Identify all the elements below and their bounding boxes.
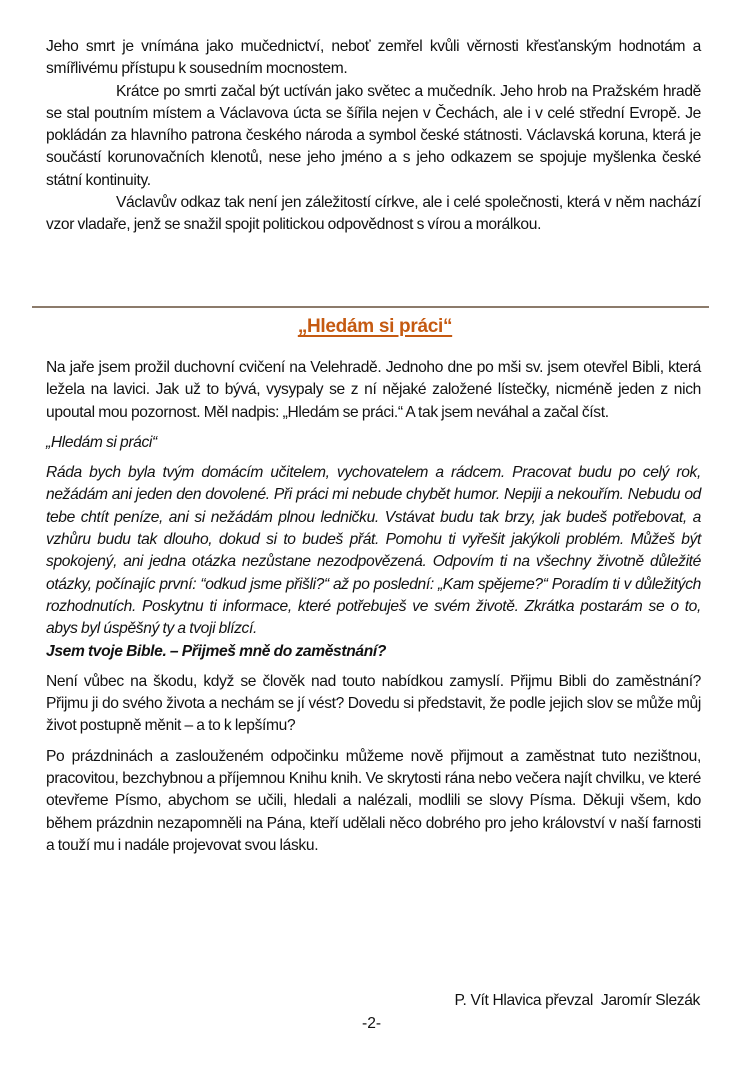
paragraph-martyrdom: Jeho smrt je vnímána jako mučednictví, neboť zemřel kvůli věrnosti křesťanským hodnotám a smířlivému přístupu k sousedním mocnostem. xyxy=(46,38,701,78)
paragraph-conclusion: Po prázdninách a zaslouženém odpočinku můžeme nově přijmout a zaměstnat tuto nezištnou, pracovitou, bezchybnou a příjemnou Knihu knih. Ve skrytosti rána nebo večera najít chvilku, ve které otevřeme Písmo, abychom se učili, hledali a nalézali, modlili se slovy Písma. Děkuji všem, kdo během prázdnin nezapomněli na Pána, kteří udělali něco dobrého pro jeho království v naší farnosti a touží mu i nadále projevovat svou lásku. xyxy=(46,747,701,854)
note-closing: Jsem tvoje Bible. – Přijmeš mně do zaměstnání? xyxy=(46,642,387,660)
page-number: -2- xyxy=(362,1015,382,1032)
note-title: „Hledám si práci“ xyxy=(46,433,157,451)
article-heading: „Hledám si práci“ xyxy=(297,316,453,337)
author-signature: P. Vít Hlavica převzal Jaromír Slezák xyxy=(454,992,700,1009)
paragraph-legacy: Václavův odkaz tak není jen záležitostí církve, ale i celé společnosti, která v něm nachází vzor vladaře, jenž se snažil spojit politickou odpovědnost s vírou a morálkou. xyxy=(46,194,701,234)
note-quote xyxy=(46,462,701,663)
article-continuation xyxy=(46,36,701,237)
note-body: Ráda bych byla tvým domácím učitelem, vychovatelem a rádcem. Pracovat budu po celý rok, nežádám ani jeden den dovolené. Při práci mi nebude chybět humor. Nepiji a nekouřím. Nebudu od tebe chtít peníze, ani si nežádám plnou ledničku. Vstávat budu tak brzy, jak budeš potřebovat, a vzhůru budu tak dlouho, dokud si to budeš přát. Pomohu ti vyřešit jakýkoli problém. Můžeš být spokojený, ani jedna otázka nezůstane nezodpovězená. Odpovím ti na všechny životně důležité otázky, počínajíc první: “odkud jsme přišli?“ až po poslední: „Kam spějeme?“ Poradím ti v důležitých rozhodnutích. Poskytnu ti informace, které potřebuješ ve svém životě. Zkrátka postarám se o to, abys byl úspěšný ty a tvoji blízcí. xyxy=(46,464,701,638)
paragraph-intro: Na jaře jsem prožil duchovní cvičení na Velehradě. Jednoho dne po mši sv. jsem otevřel Bibli, která ležela na lavici. Jak už to bývá, vysypaly se z ní nějaké založené lístečky, nicméně jeden z nich upoutal mou pozornost. Měl nadpis: „Hledám se práci.“ A tak jsem neváhal a začal číst. xyxy=(46,359,701,421)
paragraph-reflection: Není vůbec na škodu, když se člověk nad touto nabídkou zamyslí. Přijmu Bibli do zaměstnání? Přijmu ji do svého života a nechám se jí vést? Dovedu si představit, že podle jejich slov se může můj život postupně měnit – a to k lepšímu? xyxy=(46,672,701,735)
section-divider xyxy=(32,306,709,308)
paragraph-veneration: Krátce po smrti začal být uctíván jako světec a mučedník. Jeho hrob na Pražském hradě se stal poutním místem a Václavova úcta se šířila nejen v Čechách, ale i v celé střední Evropě. Je pokládán za hlavního patrona českého národa a symbol české státnosti. Václavská koruna, která je součástí korunovačních klenotů, nese jeho jméno a s jeho odkazem se spojuje myšlenka české státní kontinuity. xyxy=(46,82,701,189)
article-hledam-si-praci xyxy=(46,357,701,865)
